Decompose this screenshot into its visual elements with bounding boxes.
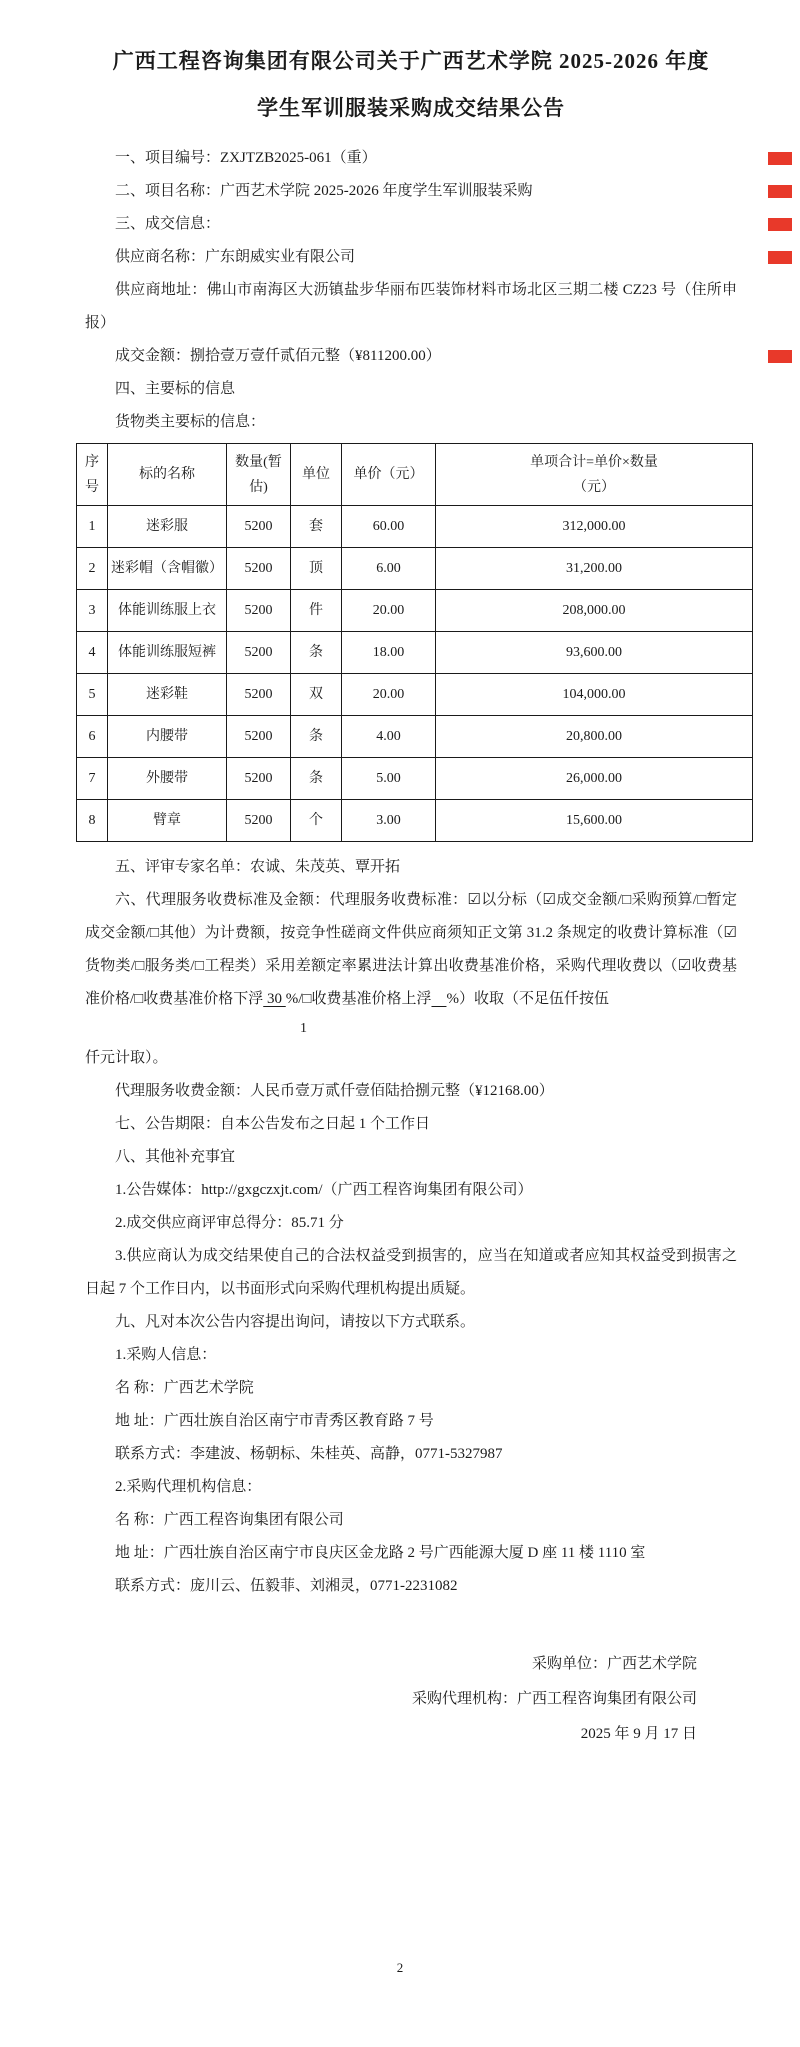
table-cell: 20.00	[342, 674, 436, 716]
header-unit: 单位	[291, 444, 342, 506]
header-seq: 序号	[77, 444, 108, 506]
fee-text-1: 六、代理服务收费标准及金额：代理服务收费标准：☑以分标（☑成交金额/□采购预算/□暂定成交金额/□其他）为计费额，按竞争性磋商文件供应商须知正文第 31.2 条规定的收费计算标准（☑货物类/□服务类/□工程类）采用差额定率累进法计算出收费基准价格，采购代理收费以（☑收费基准价格/□收费基准价格下浮	[85, 892, 737, 1007]
para-challenge-notice: 3.供应商认为成交结果使自己的合法权益受到损害的，应当在知道或者应知其权益受到损害之日起 7 个工作日内，以书面形式向采购代理机构提出质疑。	[85, 1248, 737, 1297]
table-cell: 5.00	[342, 758, 436, 800]
table-row	[77, 758, 753, 800]
para-experts: 五、评审专家名单：农诚、朱茂英、覃开拓	[115, 859, 401, 875]
table-cell: 20.00	[342, 590, 436, 632]
table-cell: 18.00	[342, 632, 436, 674]
table-cell: 6	[77, 716, 108, 758]
table-cell: 5200	[227, 590, 291, 632]
para-goods-info-heading: 货物类主要标的信息：	[115, 414, 266, 430]
para-buyer-contact: 联系方式：李建波、杨朝标、朱桂英、高静，0771-5327987	[115, 1446, 503, 1462]
para-buyer-name: 名 称：广西艺术学院	[115, 1380, 254, 1396]
table-cell: 208,000.00	[436, 590, 753, 632]
para-agency-fee-tail: 仟元计取）。	[85, 1050, 168, 1066]
deal-amount-text: 成交金额：捌拾壹万壹仟贰佰元整（¥811200.00）	[115, 348, 441, 364]
para-agent-contact: 联系方式：庞川云、伍毅菲、刘湘灵，0771-2231082	[115, 1578, 458, 1594]
table-cell: 条	[291, 632, 342, 674]
table-cell: 5	[77, 674, 108, 716]
table-cell: 条	[291, 758, 342, 800]
supplier-name-text: 供应商名称：广东朗威实业有限公司	[115, 249, 356, 265]
table-cell: 104,000.00	[436, 674, 753, 716]
revision-mark	[768, 350, 792, 363]
footer-date: 2025 年 9 月 17 日	[580, 1726, 697, 1742]
para-contact-intro: 九、凡对本次公告内容提出询问，请按以下方式联系。	[115, 1314, 476, 1330]
table-cell: 迷彩服	[108, 506, 227, 548]
para-buyer-address: 地 址：广西壮族自治区南宁市青秀区教育路 7 号	[115, 1413, 434, 1429]
table-cell: 60.00	[342, 506, 436, 548]
table-cell: 6.00	[342, 548, 436, 590]
table-header-row	[77, 444, 753, 506]
table-cell: 迷彩帽（含帽徽）	[108, 548, 227, 590]
table-cell: 93,600.00	[436, 632, 753, 674]
table-cell: 8	[77, 800, 108, 842]
table-row	[77, 632, 753, 674]
table-cell: 312,000.00	[436, 506, 753, 548]
revision-mark	[768, 152, 792, 165]
para-main-subject-heading: 四、主要标的信息	[115, 381, 236, 397]
para-project-number	[85, 142, 737, 175]
table-cell: 5200	[227, 716, 291, 758]
signature-block	[85, 1647, 737, 1752]
header-item-name: 标的名称	[108, 444, 227, 506]
page1-number-artifact: 1	[300, 1021, 307, 1036]
table-cell: 外腰带	[108, 758, 227, 800]
para-supplier-address	[85, 274, 737, 340]
table-cell: 件	[291, 590, 342, 632]
table-cell: 15,600.00	[436, 800, 753, 842]
page-title	[85, 38, 737, 132]
table-cell: 1	[77, 506, 108, 548]
revision-mark	[768, 251, 792, 264]
header-subtotal-line1: 单项合计=单价×数量	[530, 454, 658, 470]
title-line-2: 学生军训服装采购成交结果公告	[257, 96, 565, 120]
table-cell: 4.00	[342, 716, 436, 758]
footer-buyer: 采购单位：广西艺术学院	[531, 1656, 697, 1672]
para-supplier-name	[85, 241, 737, 274]
table-cell: 体能训练服上衣	[108, 590, 227, 632]
table-cell: 5200	[227, 800, 291, 842]
fee-blank-value	[431, 991, 446, 1007]
para-deal-amount	[85, 340, 737, 373]
deal-info-heading-text: 三、成交信息：	[115, 216, 221, 232]
table-row	[77, 506, 753, 548]
revision-mark	[768, 185, 792, 198]
para-agency-fee	[85, 884, 737, 1016]
table-cell: 条	[291, 716, 342, 758]
goods-table	[76, 443, 753, 842]
table-cell: 5200	[227, 506, 291, 548]
table-cell: 20,800.00	[436, 716, 753, 758]
fee-text-3: %）收取（不足伍仟按伍	[446, 991, 609, 1007]
table-row	[77, 548, 753, 590]
table-row	[77, 674, 753, 716]
title-line-1: 广西工程咨询集团有限公司关于广西艺术学院 2025-2026 年度	[112, 49, 710, 73]
table-cell: 个	[291, 800, 342, 842]
table-cell: 内腰带	[108, 716, 227, 758]
supplier-address-text: 供应商地址：佛山市南海区大沥镇盐步华丽布匹装饰材料市场北区三期二楼 CZ23 号（住所申报）	[85, 282, 737, 331]
table-cell: 5200	[227, 632, 291, 674]
header-subtotal-line2: （元）	[573, 479, 615, 495]
table-row	[77, 800, 753, 842]
table-cell: 2	[77, 548, 108, 590]
header-unit-price: 单价（元）	[342, 444, 436, 506]
table-cell: 体能训练服短裤	[108, 632, 227, 674]
table-cell: 3.00	[342, 800, 436, 842]
table-cell: 臂章	[108, 800, 227, 842]
para-announcement-media: 1.公告媒体：http://gxgczxjt.com/（广西工程咨询集团有限公司）	[115, 1182, 533, 1198]
para-notice-period: 七、公告期限：自本公告发布之日起 1 个工作日	[115, 1116, 431, 1132]
page-number: 2	[396, 1960, 404, 1975]
table-cell: 26,000.00	[436, 758, 753, 800]
table-cell: 31,200.00	[436, 548, 753, 590]
table-cell: 顶	[291, 548, 342, 590]
table-row	[77, 716, 753, 758]
para-buyer-heading: 1.采购人信息：	[115, 1347, 217, 1363]
document-body	[85, 38, 737, 1752]
project-number-text: 一、项目编号：ZXJTZB2025-061（重）	[115, 150, 377, 166]
table-cell: 双	[291, 674, 342, 716]
revision-mark	[768, 218, 792, 231]
para-agent-heading: 2.采购代理机构信息：	[115, 1479, 262, 1495]
table-cell: 4	[77, 632, 108, 674]
table-cell: 迷彩鞋	[108, 674, 227, 716]
table-cell: 3	[77, 590, 108, 632]
para-project-name	[85, 175, 737, 208]
para-review-score: 2.成交供应商评审总得分：85.71 分	[115, 1215, 344, 1231]
header-quantity: 数量(暂估)	[227, 444, 291, 506]
para-agent-name: 名 称：广西工程咨询集团有限公司	[115, 1512, 344, 1528]
table-cell: 5200	[227, 548, 291, 590]
fee-text-2: %/□收费基准价格上浮	[285, 991, 432, 1007]
project-name-text: 二、项目名称：广西艺术学院 2025-2026 年度学生军训服装采购	[115, 183, 533, 199]
para-other-heading: 八、其他补充事宜	[115, 1149, 236, 1165]
fee-discount-value: 30	[263, 991, 286, 1007]
table-row	[77, 590, 753, 632]
table-cell: 套	[291, 506, 342, 548]
para-agent-address: 地 址：广西壮族自治区南宁市良庆区金龙路 2 号广西能源大厦 D 座 11 楼 1110 室	[115, 1545, 646, 1561]
table-cell: 5200	[227, 758, 291, 800]
table-cell: 7	[77, 758, 108, 800]
table-cell: 5200	[227, 674, 291, 716]
para-fee-amount: 代理服务收费金额：人民币壹万贰仟壹佰陆拾捌元整（¥12168.00）	[115, 1083, 554, 1099]
para-deal-info-heading	[85, 208, 737, 241]
header-subtotal	[436, 444, 753, 506]
footer-agent: 采购代理机构：广西工程咨询集团有限公司	[411, 1691, 697, 1707]
